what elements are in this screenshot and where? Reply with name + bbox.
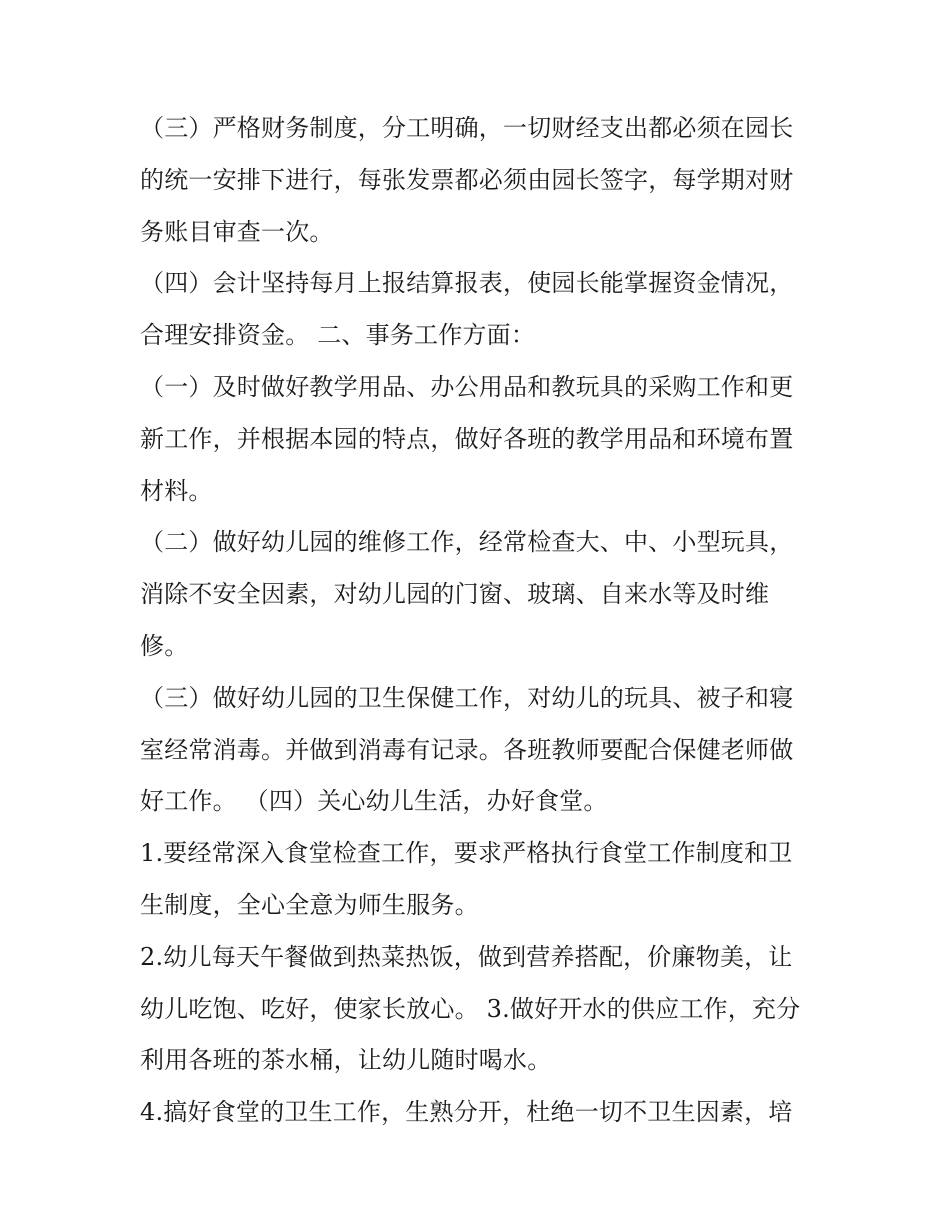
text-line: 室经常消毒。并做到消毒有记录。各班教师要配合保健老师做 xyxy=(140,735,794,764)
text-line: 生制度，全心全意为师生服务。 xyxy=(140,890,479,919)
text-line: 1.要经常深入食堂检查工作，要求严格执行食堂工作制度和卫 xyxy=(140,839,793,868)
text-line: （三）做好幼儿园的卫生保健工作，对幼儿的玩具、被子和寝 xyxy=(140,683,794,712)
text-line: 务账目审查一次。 xyxy=(140,217,334,246)
text-line: 新工作，并根据本园的特点，做好各班的教学用品和环境布置 xyxy=(140,424,794,453)
text-line: 2.幼儿每天午餐做到热菜热饭，做到营养搭配，价廉物美，让 xyxy=(140,942,793,971)
text-line: （三）严格财务制度，分工明确，一切财经支出都必须在园长 xyxy=(140,114,794,142)
text-line: 4.搞好食堂的卫生工作，生熟分开，杜绝一切不卫生因素，培 xyxy=(140,1098,793,1127)
text-line: 幼儿吃饱、吃好，使家长放心。 3.做好开水的供应工作，充分 xyxy=(140,994,801,1023)
text-line: 消除不安全因素，对幼儿园的门窗、玻璃、自来水等及时维 xyxy=(140,580,770,609)
text-line: （二）做好幼儿园的维修工作，经常检查大、中、小型玩具， xyxy=(140,528,794,557)
text-line: 的统一安排下进行，每张发票都必须由园长签字，每学期对财 xyxy=(140,165,794,194)
text-line: 修。 xyxy=(140,631,189,660)
text-line: 合理安排资金。 二、事务工作方面： xyxy=(140,321,536,350)
text-line: 材料。 xyxy=(140,476,213,505)
text-line: 利用各班的茶水桶，让幼儿随时喝水。 xyxy=(140,1046,552,1075)
text-line: （四）会计坚持每月上报结算报表，使园长能掌握资金情况， xyxy=(140,269,794,298)
document-body xyxy=(140,103,820,1139)
text-line: （一）及时做好教学用品、办公用品和教玩具的采购工作和更 xyxy=(140,372,794,401)
text-line: 好工作。 （四）关心幼儿生活，办好食堂。 xyxy=(140,787,608,816)
